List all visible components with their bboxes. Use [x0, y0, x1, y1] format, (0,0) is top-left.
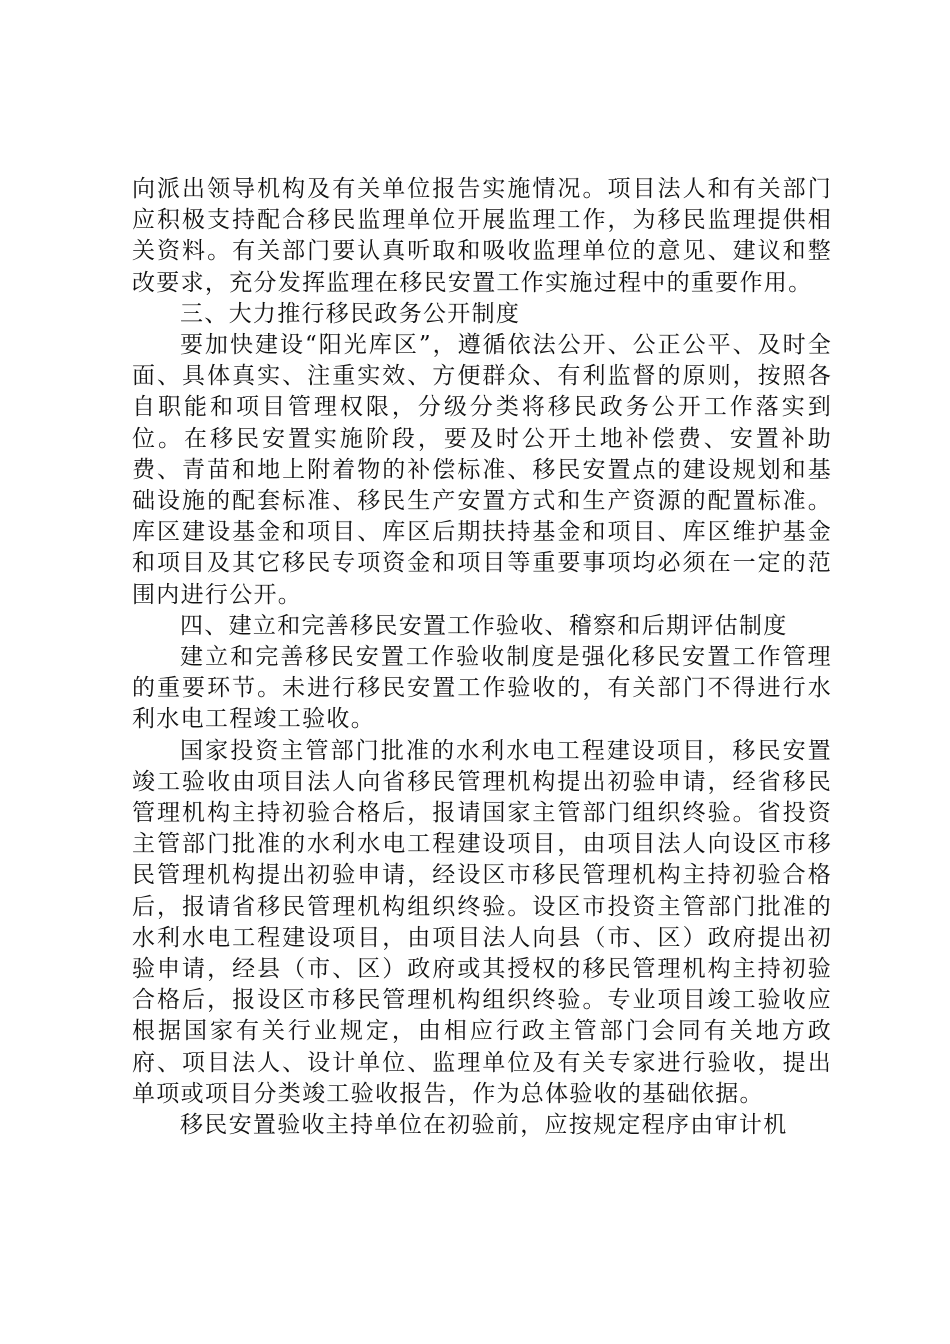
paragraph-supervision: 向派出领导机构及有关单位报告实施情况。项目法人和有关部门应积极支持配合移民监理单位开展监理工作，为移民监理提供相关资料。有关部门要认真听取和吸收监理单位的意见、建议和整改要求，充分发挥监理在移民安置工作实施过程中的重要作用。: [132, 176, 832, 296]
heading-section-three: 三、大力推行移民政务公开制度: [180, 300, 521, 327]
paragraph-acceptance-procedure: 国家投资主管部门批准的水利水电工程建设项目，移民安置竣工验收由项目法人向省移民管理机构提出初验申请，经省移民管理机构主持初验合格后，报请国家主管部门组织终验。省投资主管部门批准的水利水电工程建设项目，由项目法人向设区市移民管理机构提出初验申请，经设区市移民管理机构主持初验合格后，报请省移民管理机构组织终验。设区市投资主管部门批准的水利水电工程建设项目，由项目法人向县（市、区）政府提出初验申请，经县（市、区）政府或其授权的移民管理机构主持初验合格后，报设区市移民管理机构组织终验。专业项目竣工验收应根据国家有关行业规定，由相应行政主管部门会同有关地方政府、项目法人、设计单位、监理单位及有关专家进行验收，提出单项或项目分类竣工验收报告，作为总体验收的基础依据。: [132, 737, 832, 1107]
heading-section-four: 四、建立和完善移民安置工作验收、稽察和后期评估制度: [180, 612, 788, 639]
paragraph-audit: 移民安置验收主持单位在初验前，应按规定程序由审计机: [180, 1112, 788, 1139]
document-page: [132, 174, 832, 1141]
paragraph-acceptance-system: 建立和完善移民安置工作验收制度是强化移民安置工作管理的重要环节。未进行移民安置工作验收的，有关部门不得进行水利水电工程竣工验收。: [132, 644, 832, 733]
paragraph-disclosure: 要加快建设“阳光库区”，遵循依法公开、公正公平、及时全面、具体真实、注重实效、方便群众、有利监督的原则，按照各自职能和项目管理权限，分级分类将移民政务公开工作落实到位。在移民安置实施阶段，要及时公开土地补偿费、安置补助费、青苗和地上附着物的补偿标准、移民安置点的建设规划和基础设施的配套标准、移民生产安置方式和生产资源的配置标准。库区建设基金和项目、库区后期扶持基金和项目、库区维护基金和项目及其它移民专项资金和项目等重要事项均必须在一定的范围内进行公开。: [132, 332, 832, 608]
